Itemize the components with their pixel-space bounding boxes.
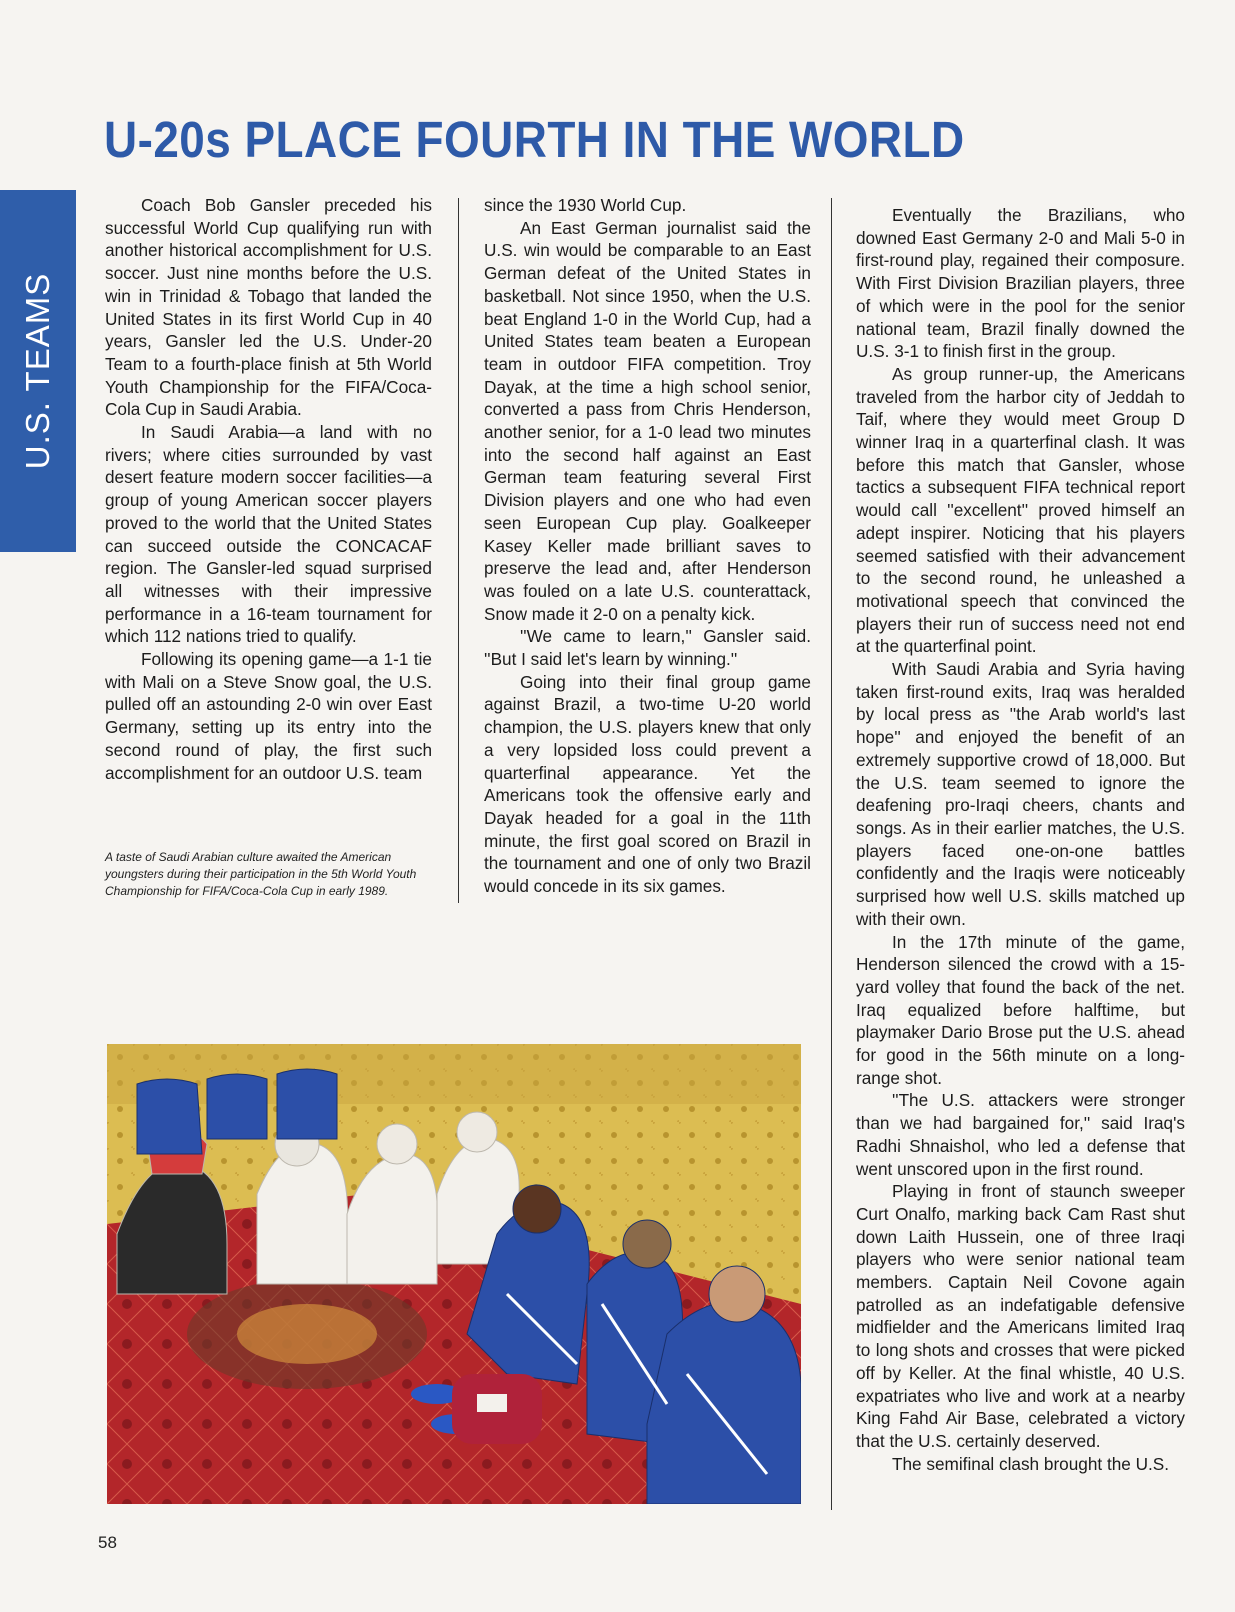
paragraph: ''The U.S. attackers were stronger than we had bargained for,'' said Iraq's Radhi Shnaishol, who led a defense that went unscored upon in the first round. [856, 1090, 1185, 1179]
article-column-3 [856, 204, 1185, 1475]
page-number: 58 [98, 1533, 117, 1552]
photo-caption: A taste of Saudi Arabian culture awaited the American youngsters during their participation in the 5th World Youth Championship for FIFA/Coca-Cola Cup in early 1989. [105, 850, 417, 898]
section-tab-label: U.S. TEAMS [19, 272, 56, 470]
article-column-1 [105, 194, 432, 784]
paragraph: Following its opening game—a 1-1 tie with Mali on a Steve Snow goal, the U.S. pulled off an astounding 2-0 win over East Germany, setting up its entry into the second round of play, the first such accomplishment for an outdoor U.S. team [105, 649, 432, 783]
headline: U-20s PLACE FOURTH IN THE WORLD [104, 111, 965, 168]
paragraph: since the 1930 World Cup. [484, 195, 687, 215]
paragraph: Playing in front of staunch sweeper Curt Onalfo, marking back Cam Rast shut down Laith Hussein, one of three Iraqi players who were senior national team members. Captain Neil Covone again patrolled as an indefatigable defensive midfielder and the Americans limited Iraq to long shots and crosses that were picked off by Keller. At the final whistle, 40 U.S. expatriates who live and work at a nearby King Fahd Air Base, celebrated a victory that the U.S. certainly deserved. [856, 1181, 1185, 1451]
paragraph: ''We came to learn,'' Gansler said. ''But I said let's learn by winning.'' [484, 626, 811, 670]
team-photo-illustration [107, 1044, 801, 1504]
paragraph: An East German journalist said the U.S. win would be comparable to an East German defeat of the United States in basketball. Not since 1950, when the U.S. beat England 1-0 in the World Cup, had a United States team beaten a European team in outdoor FIFA competition. Troy Dayak, at the time a high school senior, converted a pass from Chris Henderson, another senior, for a 1-0 lead two minutes into the second half against an East German team featuring several First Division players and one who had even seen European Cup play. Goalkeeper Kasey Keller made brilliant saves to preserve the lead and, after Henderson was fouled on a late U.S. counterattack, Snow made it 2-0 on a penalty kick. [484, 217, 811, 624]
paragraph: With Saudi Arabia and Syria having taken first-round exits, Iraq was heralded by local press as ''the Arab world's last hope'' and enjoyed the benefit of an extremely supportive crowd of 18,000. But the U.S. team seemed to ignore the deafening pro-Iraqi cheers, chants and songs. As in their earlier matches, the U.S. players faced one-on-one battles confidently and the Iraqis were noticeably surprised how well U.S. skills matched up with their own. [856, 659, 1185, 929]
paragraph: Going into their final group game against Brazil, a two-time U-20 world champion, the U.S. players knew that only a very lopsided loss could prevent a quarterfinal appearance. Yet the Americans took the offensive early and Dayak headed for a goal in the 11th minute, the first goal scored on Brazil in the tournament and one of only two Brazil would concede in its six games. [484, 671, 811, 897]
paragraph: The semifinal clash brought the U.S. [892, 1453, 1170, 1474]
paragraph: As group runner-up, the Americans traveled from the harbor city of Jeddah to Taif, where they would meet Group D winner Iraq in a quarterfinal clash. It was before this match that Gansler, whose tactics a subsequent FIFA technical report would call ''excellent'' proved himself an adept inspirer. Noticing that his players seemed satisfied with their advancement to the second round, he unleashed a motivational speech that convinced the players their run of success need not end at the quarterfinal point. [856, 363, 1185, 657]
paragraph: Coach Bob Gansler preceded his successful World Cup qualifying run with another historical accomplishment for U.S. soccer. Just nine months before the U.S. win in Trinidad & Tobago that landed the United States in its first World Cup in 40 years, Gansler led the U.S. Under-20 Team to a fourth-place finish at 5th World Youth Championship for the FIFA/Coca-Cola Cup in Saudi Arabia. [105, 195, 432, 420]
column-rule-2 [831, 198, 832, 1510]
column-rule-1 [458, 198, 459, 903]
paragraph: In Saudi Arabia—a land with no rivers; where cities surrounded by vast desert feature modern soccer facilities—a group of young American soccer players proved to the world that the United States can succeed outside the CONCACAF region. The Gansler-led squad surprised all witnesses with their impressive performance in a 16-team tournament for which 112 nations tried to qualify. [105, 422, 432, 647]
team-photo [107, 1044, 801, 1504]
paragraph: Eventually the Brazilians, who downed East Germany 2-0 and Mali 5-0 in first-round play, regained their composure. With First Division Brazilian players, three of which were in the pool for the senior national team, Brazil finally downed the U.S. 3-1 to finish first in the group. [856, 205, 1185, 362]
section-tab [0, 190, 76, 552]
article-column-2 [484, 194, 811, 898]
paragraph: In the 17th minute of the game, Henderson silenced the crowd with a 15-yard volley that found the back of the net. Iraq equalized before halftime, but playmaker Dario Brose put the U.S. ahead for good in the 56th minute on a long-range shot. [856, 931, 1185, 1088]
